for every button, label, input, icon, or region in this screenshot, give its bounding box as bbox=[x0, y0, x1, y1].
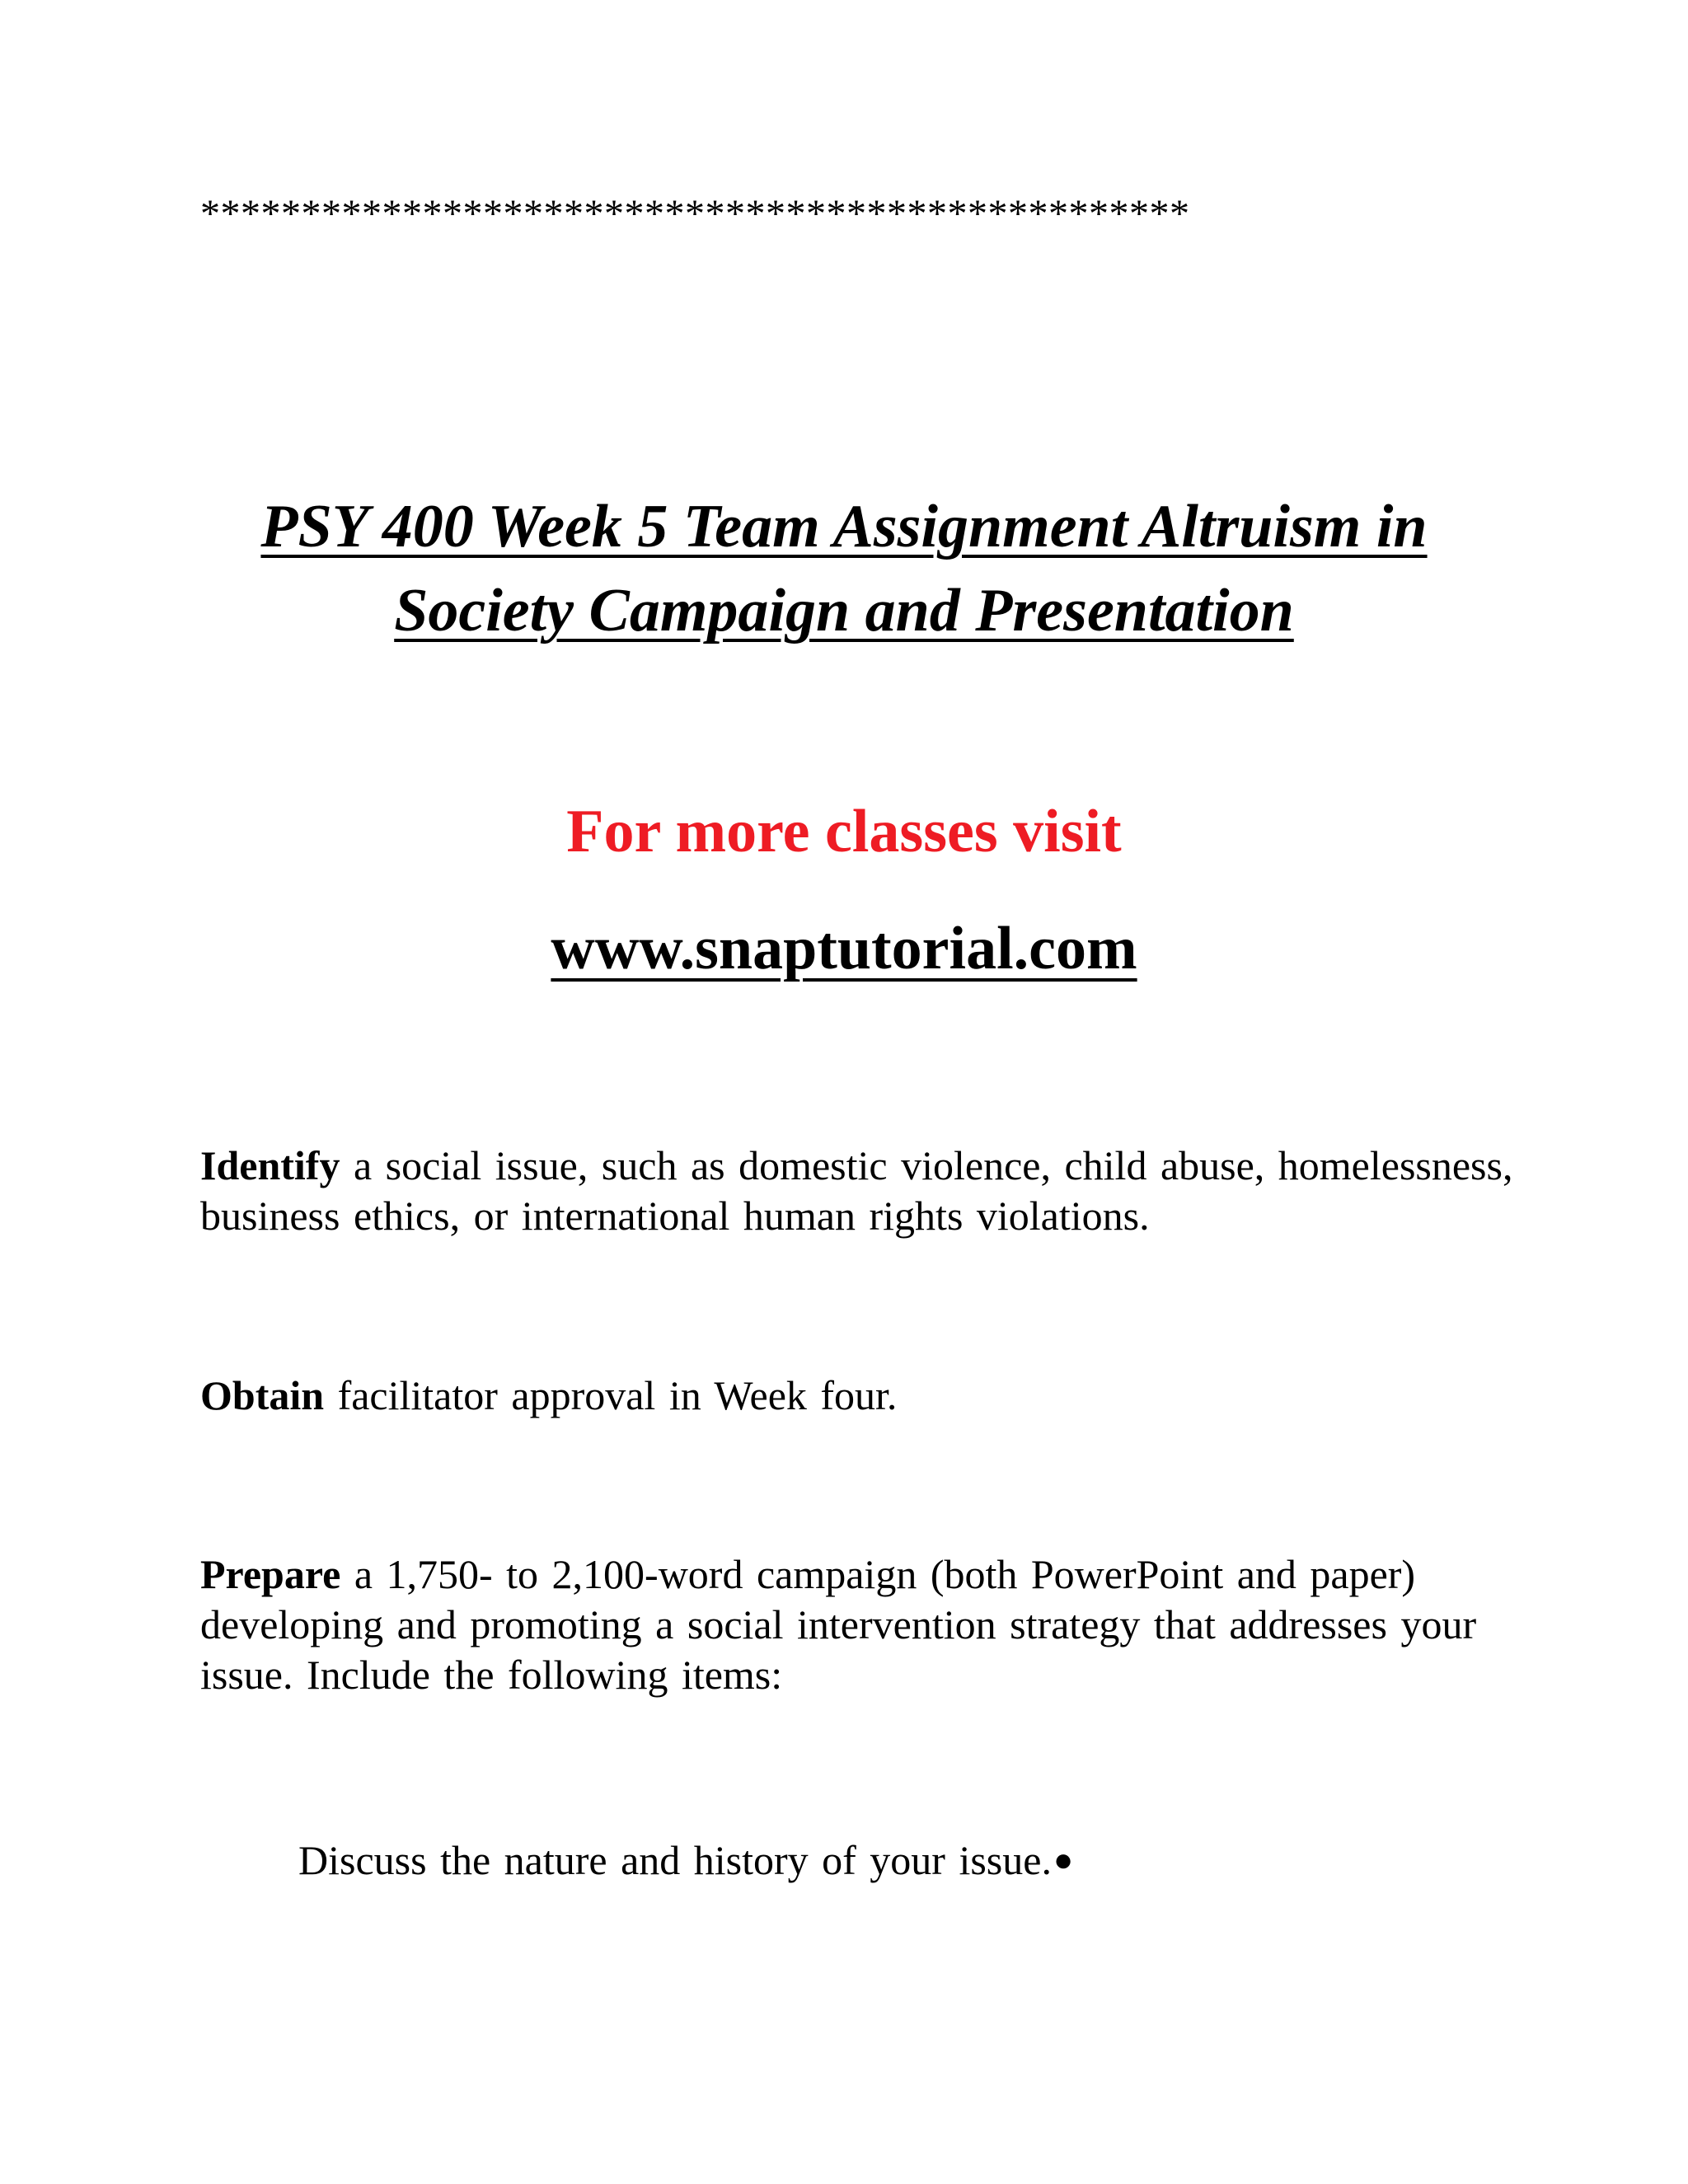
bullet-icon: ● bbox=[1053, 1841, 1074, 1878]
list-item-text: Discuss the nature and history of your issue. bbox=[298, 1837, 1052, 1883]
promo-text: For more classes visit bbox=[566, 798, 1122, 865]
paragraph-obtain bbox=[200, 1371, 1536, 1421]
paragraph-prepare bbox=[200, 1549, 1536, 1700]
title-line-2: Society Campaign and Presentation bbox=[394, 577, 1294, 644]
asterisk-divider: ************************************************* bbox=[200, 192, 1190, 236]
document-title bbox=[148, 485, 1540, 653]
list-item bbox=[298, 1835, 1073, 1886]
paragraph-body: a 1,750- to 2,100-word campaign (both PowerPoint and paper) developing and promoting a social intervention strategy that addresses your issue. Include the following items: bbox=[200, 1551, 1477, 1698]
paragraph-body: facilitator approval in Week four. bbox=[324, 1372, 898, 1418]
paragraph-lead: Identify bbox=[200, 1142, 340, 1188]
website-link-container bbox=[148, 915, 1540, 982]
paragraph-lead: Prepare bbox=[200, 1551, 341, 1597]
paragraph-lead: Obtain bbox=[200, 1372, 325, 1418]
paragraph-identify bbox=[200, 1141, 1536, 1241]
title-line-1: PSY 400 Week 5 Team Assignment Altruism in bbox=[260, 493, 1428, 560]
paragraph-body: a social issue, such as domestic violence, child abuse, homelessness, business ethics, or international human rights violations. bbox=[200, 1142, 1513, 1239]
website-link[interactable]: www.snaptutorial.com bbox=[551, 915, 1137, 982]
